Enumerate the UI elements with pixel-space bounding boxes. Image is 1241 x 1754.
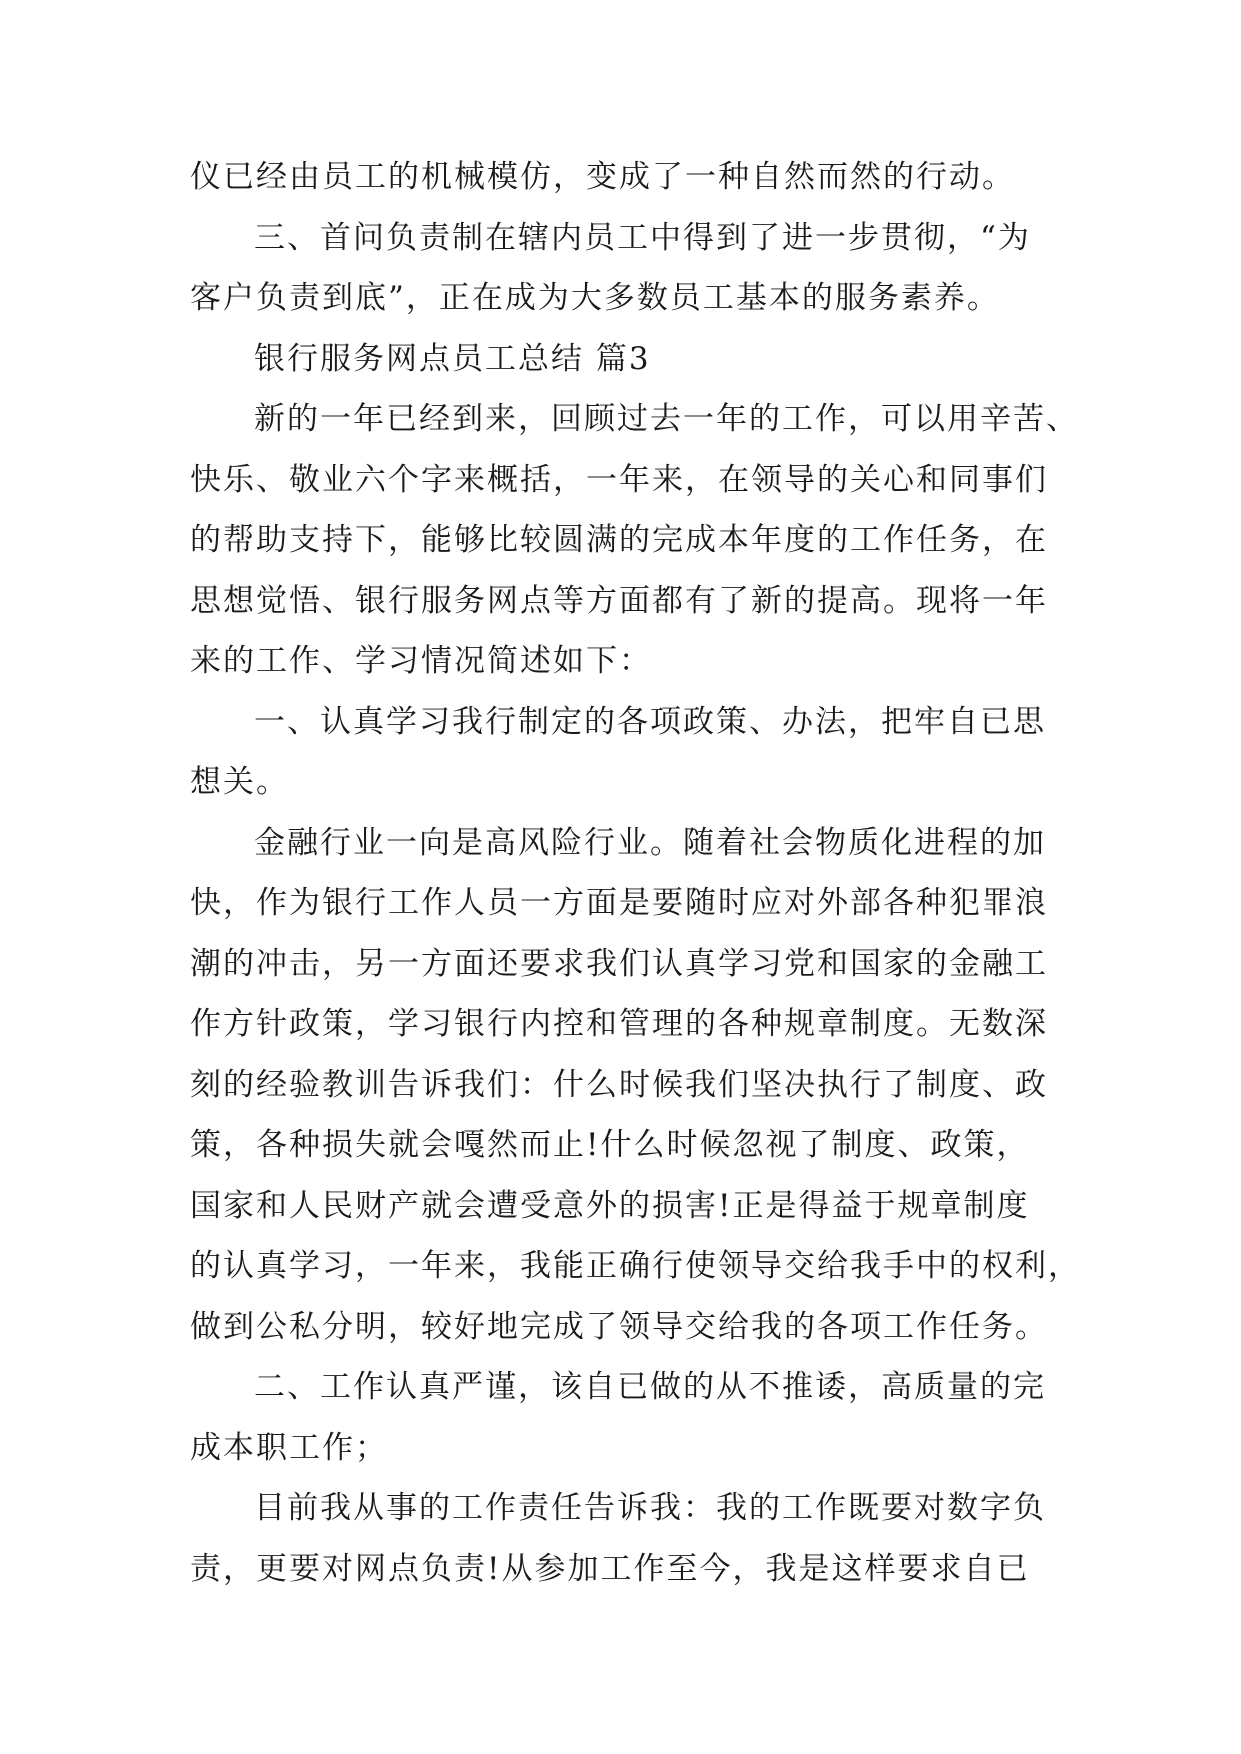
text-line: 快乐、敬业六个字来概括，一年来，在领导的关心和同事们 bbox=[190, 461, 1048, 498]
text-line: 新的一年已经到来，回顾过去一年的工作，可以用辛苦、 bbox=[254, 401, 1079, 437]
text-line: 作方针政策，学习银行内控和管理的各种规章制度。无数深 bbox=[190, 1006, 1048, 1042]
text-line: 快，作为银行工作人员一方面是要随时应对外部各种犯罪浪 bbox=[190, 885, 1048, 921]
text-line: 策，各种损失就会嘎然而止!什么时候忽视了制度、政策， bbox=[190, 1127, 1030, 1163]
text-line: 国家和人民财产就会遭受意外的损害!正是得益于规章制度 bbox=[190, 1187, 1030, 1224]
text-line: 客户负责到底”，正在成为大多数员工基本的服务素养。 bbox=[190, 280, 1000, 316]
text-line: 目前我从事的工作责任告诉我：我的工作既要对数字负 bbox=[254, 1490, 1046, 1526]
text-line: 做到公私分明，较好地完成了领导交给我的各项工作任务。 bbox=[190, 1308, 1048, 1345]
text-line: 的认真学习，一年来，我能正确行使领导交给我手中的权利， bbox=[190, 1248, 1081, 1284]
text-line: 的帮助支持下，能够比较圆满的完成本年度的工作任务，在 bbox=[190, 522, 1048, 558]
text-line: 二、工作认真严谨，该自已做的从不推诿，高质量的完 bbox=[254, 1369, 1046, 1405]
text-line: 金融行业一向是高风险行业。随着社会物质化进程的加 bbox=[254, 824, 1046, 861]
text-line: 来的工作、学习情况简述如下： bbox=[190, 643, 652, 679]
text-line: 刻的经验教训告诉我们：什么时候我们坚决执行了制度、政 bbox=[190, 1066, 1048, 1103]
document-body-text bbox=[190, 147, 1081, 1599]
text-line: 思想觉悟、银行服务网点等方面都有了新的提高。现将一年 bbox=[190, 582, 1048, 619]
text-line: 银行服务网点员工总结 篇3 bbox=[254, 340, 651, 377]
text-line: 想关。 bbox=[190, 764, 289, 800]
text-line: 仪已经由员工的机械模仿，变成了一种自然而然的行动。 bbox=[190, 159, 1015, 195]
text-line: 责，更要对网点负责!从参加工作至今，我是这样要求自已 bbox=[190, 1550, 1030, 1587]
text-line: 一、认真学习我行制定的各项政策、办法，把牢自已思 bbox=[254, 703, 1046, 740]
text-line: 成本职工作； bbox=[190, 1429, 388, 1466]
text-line: 潮的冲击，另一方面还要求我们认真学习党和国家的金融工 bbox=[190, 945, 1048, 982]
text-line: 三、首问负责制在辖内员工中得到了进一步贯彻，“为 bbox=[254, 219, 1031, 256]
